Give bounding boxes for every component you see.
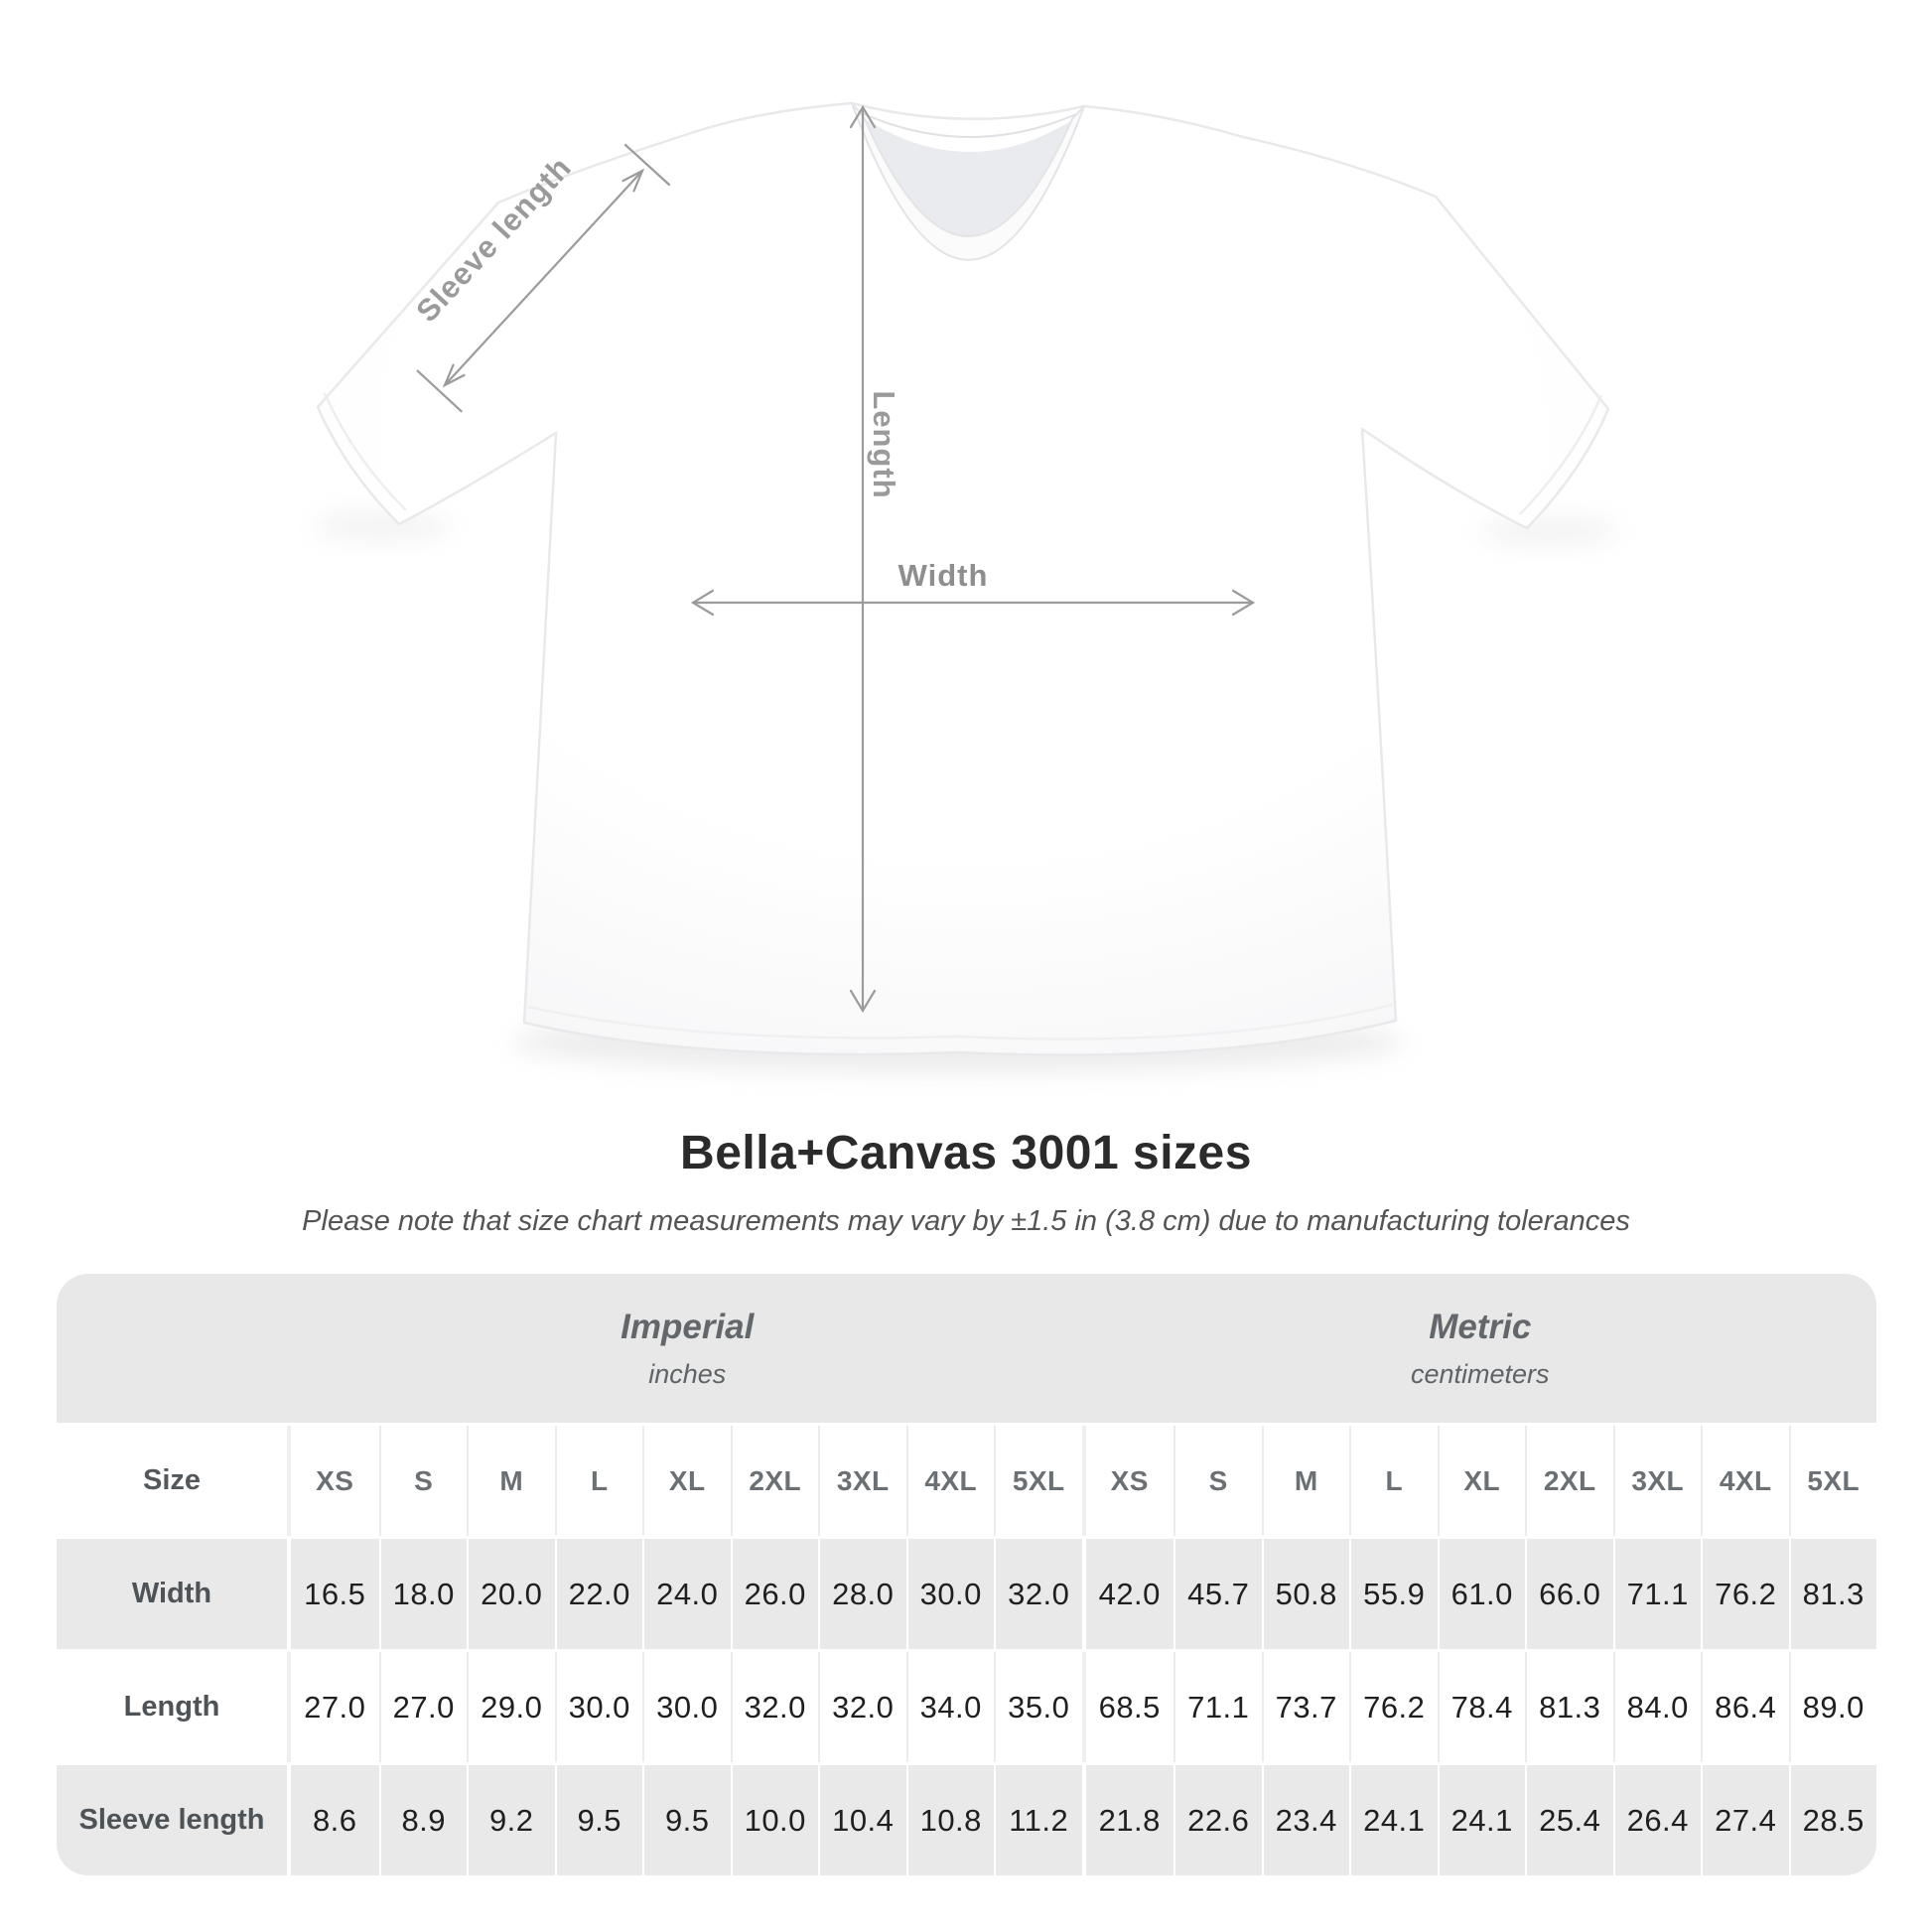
size-header-cell: M <box>467 1426 555 1536</box>
size-chart-title: Bella+Canvas 3001 sizes <box>680 1127 1252 1179</box>
imperial-label: Imperial <box>621 1307 755 1346</box>
size-header-cell: XL <box>1438 1426 1526 1536</box>
value-cell: 28.0 <box>818 1539 906 1649</box>
size-header-cell: 5XL <box>994 1426 1082 1536</box>
value-cell: 42.0 <box>1098 1576 1161 1611</box>
value-cell: 68.5 <box>1098 1689 1161 1725</box>
value-cell: 24.1 <box>1349 1765 1438 1875</box>
size-header-cell: XL <box>642 1426 731 1536</box>
size-header-cell: 2XL <box>731 1426 819 1536</box>
value-cell: 81.3 <box>1789 1539 1877 1649</box>
value-cell: 50.8 <box>1262 1539 1350 1649</box>
value-cell: 32.0 <box>994 1539 1082 1649</box>
value-cell: 21.8 <box>1098 1802 1161 1838</box>
length-label: Length <box>867 390 901 499</box>
value-cell: 16.5 <box>304 1576 366 1611</box>
value-cell: 71.1 <box>1613 1539 1702 1649</box>
metric-label: Metric <box>1429 1307 1532 1346</box>
value-cell: 11.2 <box>994 1765 1082 1875</box>
value-group-metric <box>1082 1539 1877 1649</box>
value-cell: 61.0 <box>1438 1539 1526 1649</box>
size-header-cell: 5XL <box>1789 1426 1877 1536</box>
value-cell: 55.9 <box>1349 1539 1438 1649</box>
unit-header-band <box>57 1274 1876 1423</box>
value-cell: 9.5 <box>555 1765 643 1875</box>
value-cell: 32.0 <box>818 1652 906 1762</box>
value-cell: 26.0 <box>731 1539 819 1649</box>
measurement-row <box>57 1652 1876 1762</box>
value-cell: 29.0 <box>467 1652 555 1762</box>
value-cell: 45.7 <box>1173 1539 1262 1649</box>
value-cell: 27.0 <box>304 1689 366 1725</box>
size-header-cell: S <box>1173 1426 1262 1536</box>
metric-sublabel: centimeters <box>1410 1358 1550 1389</box>
value-cell: 27.4 <box>1701 1765 1789 1875</box>
value-cell: 25.4 <box>1525 1765 1613 1875</box>
value-cell: 10.0 <box>731 1765 819 1875</box>
row-label: Sleeve length <box>78 1804 265 1836</box>
value-cell: 22.6 <box>1173 1765 1262 1875</box>
value-cell: 84.0 <box>1613 1652 1702 1762</box>
value-cell: 10.8 <box>906 1765 995 1875</box>
value-cell: 35.0 <box>994 1652 1082 1762</box>
value-group-imperial <box>287 1652 1082 1762</box>
value-cell: 23.4 <box>1262 1765 1350 1875</box>
size-header-cell: 4XL <box>1701 1426 1789 1536</box>
value-cell: 32.0 <box>731 1652 819 1762</box>
size-header-cell: L <box>1349 1426 1438 1536</box>
size-header-cell: 3XL <box>1613 1426 1702 1536</box>
value-cell: 8.9 <box>379 1765 468 1875</box>
size-header-cell: S <box>379 1426 468 1536</box>
measurement-row <box>57 1539 1876 1649</box>
value-cell: 76.2 <box>1349 1652 1438 1762</box>
value-cell: 20.0 <box>467 1539 555 1649</box>
size-header-cell: XS <box>316 1464 354 1496</box>
value-cell: 78.4 <box>1438 1652 1526 1762</box>
value-cell: 66.0 <box>1525 1539 1613 1649</box>
size-chart-subtitle: Please note that size chart measurements may vary by ±1.5 in (3.8 cm) due to manufacturing tolerances <box>302 1205 1630 1237</box>
size-header-group-metric <box>1082 1426 1877 1536</box>
value-cell: 30.0 <box>555 1652 643 1762</box>
row-label: Width <box>131 1578 212 1609</box>
value-cell: 18.0 <box>379 1539 468 1649</box>
size-header-cell: 4XL <box>906 1426 995 1536</box>
value-cell: 76.2 <box>1701 1539 1789 1649</box>
row-label: Length <box>123 1691 220 1723</box>
value-cell: 10.4 <box>818 1765 906 1875</box>
size-column-header: Size <box>142 1464 202 1496</box>
value-cell: 24.1 <box>1438 1765 1526 1875</box>
value-cell: 9.5 <box>642 1765 731 1875</box>
measurement-row <box>57 1765 1876 1875</box>
value-cell: 9.2 <box>467 1765 555 1875</box>
unit-group-metric <box>1084 1308 1877 1390</box>
width-label: Width <box>897 558 989 593</box>
value-cell: 81.3 <box>1525 1652 1613 1762</box>
size-table <box>57 1274 1876 1875</box>
value-cell: 86.4 <box>1701 1652 1789 1762</box>
value-group-metric <box>1082 1765 1877 1875</box>
size-header-row <box>57 1426 1876 1536</box>
value-group-imperial <box>287 1539 1082 1649</box>
value-cell: 34.0 <box>906 1652 995 1762</box>
value-cell: 24.0 <box>642 1539 731 1649</box>
value-cell: 28.5 <box>1789 1765 1877 1875</box>
size-header-cell: 2XL <box>1525 1426 1613 1536</box>
value-cell: 22.0 <box>555 1539 643 1649</box>
size-header-cell: XS <box>1110 1464 1149 1496</box>
value-cell: 26.4 <box>1613 1765 1702 1875</box>
value-cell: 30.0 <box>906 1539 995 1649</box>
size-header-cell: 3XL <box>818 1426 906 1536</box>
value-group-imperial <box>287 1765 1082 1875</box>
value-cell: 71.1 <box>1173 1652 1262 1762</box>
value-cell: 8.6 <box>312 1802 357 1838</box>
value-cell: 73.7 <box>1262 1652 1350 1762</box>
unit-group-imperial <box>291 1308 1084 1390</box>
size-header-cell: L <box>555 1426 643 1536</box>
tshirt-sleeve-shadow-right <box>1479 515 1618 547</box>
size-header-group-imperial <box>287 1426 1082 1536</box>
value-cell: 27.0 <box>379 1652 468 1762</box>
value-cell: 89.0 <box>1789 1652 1877 1762</box>
value-group-metric <box>1082 1652 1877 1762</box>
size-header-cell: M <box>1262 1426 1350 1536</box>
value-cell: 30.0 <box>642 1652 731 1762</box>
imperial-sublabel: inches <box>648 1358 727 1389</box>
sleeve-length-label: Sleeve length <box>409 149 579 329</box>
tshirt-sleeve-shadow-left <box>313 510 452 542</box>
